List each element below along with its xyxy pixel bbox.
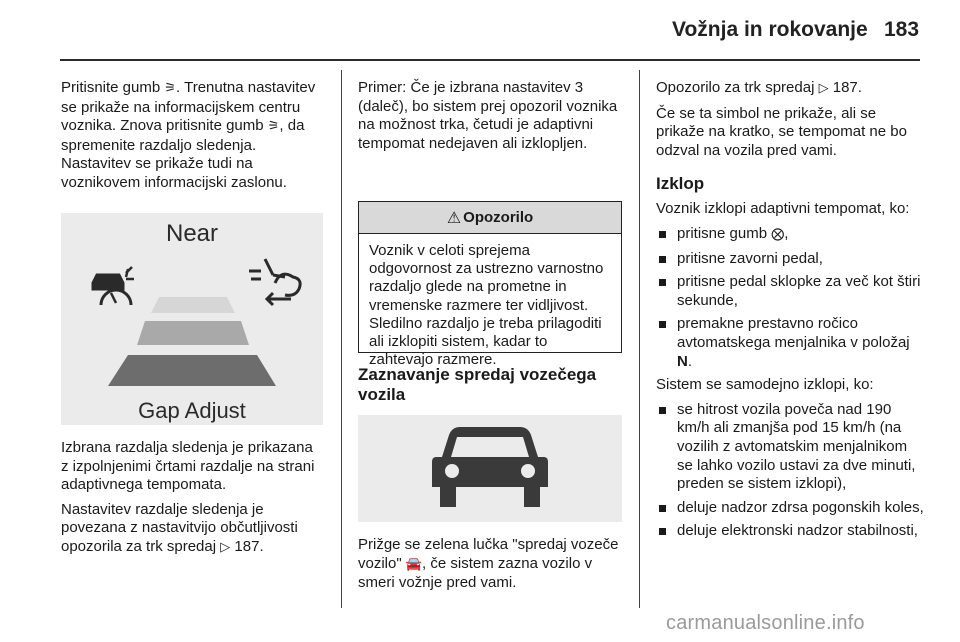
page-number: 183 xyxy=(884,18,920,41)
list-item: se hitrost vozila poveča nad 190 km/h ali zmanjša pod 15 km/h (na vozilih z avtomatskim menjalnikom se lahko vozilo ustavi za dve minuti, preden se sistem izklopi), xyxy=(656,401,926,494)
weather-distance-icon xyxy=(249,259,300,305)
reference-arrow-icon: ▷ xyxy=(220,539,231,555)
vehicle-ahead-icon xyxy=(358,415,622,522)
warning-text: Voznik v celoti sprejema odgovornost za ustrezno varnostno razdaljo glede na prometne in vremenske razmere ter vidljivost. Sledilno razdaljo je treba prilagoditi ali izklopiti sistem, kadar to zahtevajo razmere. xyxy=(369,242,604,369)
gap-adjust-icon: ⚞ xyxy=(267,119,280,135)
paragraph-setting-link xyxy=(61,501,323,558)
warning-header xyxy=(359,202,621,234)
distance-bar-3 xyxy=(108,355,276,386)
page-reference: 187. xyxy=(234,537,264,555)
page-reference: 187. xyxy=(832,79,862,96)
gap-adjust-icon: ⚞ xyxy=(164,81,177,96)
paragraph-text: . Trenutna nastavitev se prikaže na informacijskem centru voznika. Znova pritisnite gumb xyxy=(61,79,316,135)
column-divider-2 xyxy=(639,70,640,608)
header-rule xyxy=(60,59,920,61)
paragraph-symbol-note: Če se ta simbol ne prikaže, ali se prikaže na kratko, se tempomat ne bo odzval na vozila pred vami. xyxy=(656,104,907,159)
column-3 xyxy=(656,79,926,546)
list-auto-off xyxy=(656,401,926,541)
figure-bottom-label: Gap Adjust xyxy=(138,398,246,423)
list-item: deluje elektronski nadzor stabilnosti, xyxy=(656,522,926,541)
gap-adjust-figure xyxy=(61,213,323,425)
paragraph-selected-distance: Izbrana razdalja sledenja je prikazana z izpolnjenimi črtami razdalje na strani adaptivnega tempomata. xyxy=(61,439,315,494)
warning-box xyxy=(358,201,622,369)
column-2-lower xyxy=(358,536,622,599)
column-divider-1 xyxy=(341,70,342,608)
section-heading-off: Izklop xyxy=(656,174,705,194)
paragraph-text: Prižge se zelena lučka "spredaj vozeče vozilo" xyxy=(358,536,619,572)
section-heading-vehicle-ahead: Zaznavanje spredaj vozečega vozila xyxy=(358,365,597,404)
list-driver-off xyxy=(656,225,926,371)
paragraph-example: Primer: Če je izbrana nastavitev 3 (daleč), bo sistem prej opozoril voznika na možnost trka, četudi je adaptivni tempomat nedejaven ali izklopljen. xyxy=(358,79,618,152)
distance-bar-1 xyxy=(151,297,235,313)
list-item: pritisne zavorni pedal, xyxy=(656,250,926,269)
watermark: carmanualsonline.info xyxy=(666,612,865,634)
paragraph-green-light xyxy=(358,536,622,593)
list-item: premakne prestavno ročico avtomatskega menjalnika v položaj N. xyxy=(656,315,926,371)
warning-triangle-icon: ⚠ xyxy=(446,209,462,227)
list-item: deluje nadzor zdrsa pogonskih koles, xyxy=(656,499,926,518)
paragraph-text: , če sistem zazna vozilo v smeri vožnje pred vami. xyxy=(358,554,593,592)
paragraph-gap-button xyxy=(61,79,323,193)
page-header-title: Vožnja in rokovanje xyxy=(672,18,868,41)
column-1-lower xyxy=(61,439,323,564)
paragraph-text: Nastavitev razdalje sledenja je povezana z nastavitvijo občutljivosti opozorila za trk spredaj xyxy=(61,500,298,555)
reference-arrow-icon: ▷ xyxy=(818,81,829,96)
cruise-off-icon: ⨂ xyxy=(771,226,785,242)
column-1 xyxy=(61,79,323,199)
column-2-heading xyxy=(358,365,622,411)
figure-top-label: Near xyxy=(165,220,219,247)
warning-title: Opozorilo xyxy=(463,209,534,226)
paragraph-driver-off-intro: Voznik izklopi adaptivni tempomat, ko: xyxy=(656,200,910,218)
paragraph-text: Pritisnite gumb xyxy=(61,79,165,96)
car-speed-icon xyxy=(93,267,134,305)
column-2 xyxy=(358,79,622,159)
list-item: pritisne pedal sklopke za več kot štiri sekunde, xyxy=(656,273,926,310)
vehicle-ahead-figure xyxy=(358,415,622,522)
paragraph-text: Opozorilo za trk spredaj xyxy=(656,79,819,96)
paragraph-auto-off-intro: Sistem se samodejno izklopi, ko: xyxy=(656,376,874,394)
paragraph-collision-ref xyxy=(656,79,926,99)
list-item: pritisne gumb ⨂, xyxy=(656,225,926,245)
paragraph-text: , da spremenite razdaljo sledenja. Nastavitev se prikaže tudi na voznikovem informacijski zaslonu. xyxy=(61,117,305,191)
distance-bar-2 xyxy=(137,321,249,345)
vehicle-ahead-icon: 🚘 xyxy=(405,556,423,572)
